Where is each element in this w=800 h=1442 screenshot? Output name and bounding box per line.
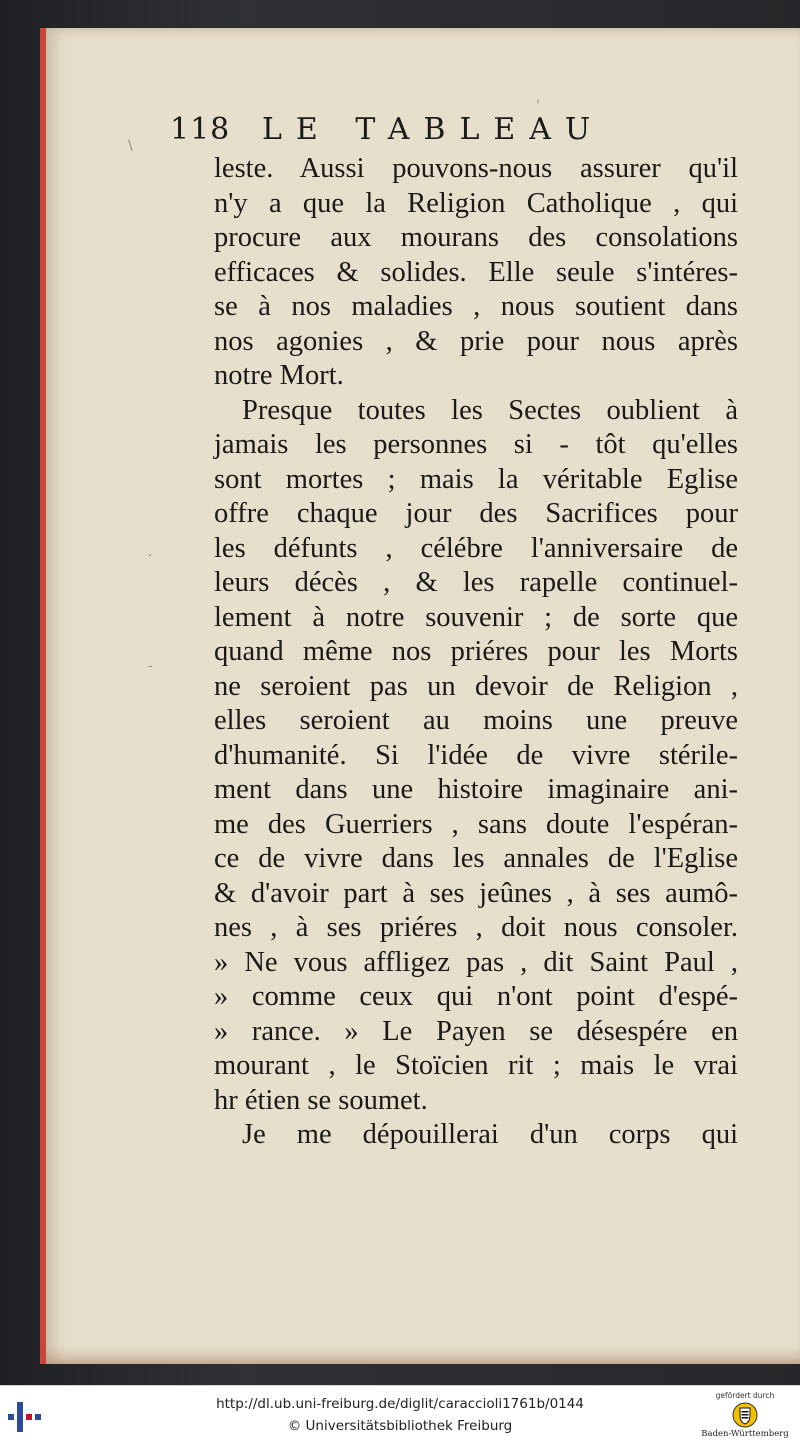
text-line: leurs décès , & les rapelle continuel- (214, 567, 738, 598)
text-line: me des Guerriers , sans doute l'espéran- (214, 808, 738, 840)
text-line: offre chaque jour des Sacrifices pour (214, 498, 738, 529)
text-line: sont mortes ; mais la véritable Eglise (214, 463, 738, 495)
text-line: quand même nos priéres pour les Morts (214, 636, 738, 667)
page-header (170, 112, 640, 154)
text-line: Presque toutes les Sectes oublient à (242, 394, 738, 426)
text-line: » comme ceux qui n'ont point d'espé- (214, 981, 738, 1012)
text-line: ne seroient pas un devoir de Religion , (214, 670, 738, 702)
margin-speck: ' (536, 98, 540, 114)
text-line: n'y a que la Religion Catholique , qui (214, 187, 738, 219)
catchword-line: Je me dépouillerai d'un corps qui (242, 1119, 738, 1150)
text-line: d'humanité. Si l'idée de vivre stérile- (214, 739, 738, 771)
sponsor-block[interactable] (700, 1389, 790, 1441)
page-text (214, 152, 738, 1153)
text-line: les défunts , célébre l'anniversaire de (214, 532, 738, 564)
text-line: se à nos maladies , nous soutient dans (214, 291, 738, 322)
text-line: lement à notre souvenir ; de sorte que (214, 601, 738, 633)
text-line: & d'avoir part à ses jeûnes , à ses aumô- (214, 877, 738, 909)
text-line: notre Mort. (214, 360, 344, 391)
sponsor-name: Baden-Württemberg (701, 1429, 789, 1439)
margin-speck: - (148, 658, 153, 674)
margin-speck: \ (128, 138, 133, 154)
copyright-notice: © Universitätsbibliothek Freiburg (287, 1418, 513, 1434)
text-line: elles seroient au moins une preuve (214, 705, 738, 736)
text-line: efficaces & solides. Elle seule s'intéres- (214, 256, 738, 288)
text-line: nos agonies , & prie pour nous après (214, 325, 738, 357)
baden-wuerttemberg-coat-of-arms-icon (732, 1402, 758, 1428)
text-line: jamais les personnes si - tôt qu'elles (214, 429, 738, 460)
viewer-footer (0, 1385, 800, 1442)
text-line: hr étien se soumet. (214, 1084, 428, 1116)
text-line: ce de vivre dans les annales de l'Eglise (214, 843, 738, 874)
sponsor-caption: gefördert durch (715, 1391, 775, 1400)
text-line: procure aux mourans des consolations (214, 222, 738, 253)
permalink-url[interactable]: http://dl.ub.uni-freiburg.de/diglit/caraccioli1761b/0144 (216, 1396, 584, 1412)
text-line: ment dans une histoire imaginaire ani- (214, 774, 738, 805)
text-line: » rance. » Le Payen se désespére en (214, 1015, 738, 1047)
text-line: nes , à ses priéres , doit nous consoler. (214, 912, 738, 943)
text-line: mourant , le Stoïcien rit ; mais le vrai (214, 1050, 738, 1081)
margin-speck: · (148, 548, 153, 564)
text-line: leste. Aussi pouvons-nous assurer qu'il (214, 153, 738, 184)
running-head: LE TABLEAU (262, 112, 605, 147)
page-number: 118 (170, 112, 231, 147)
text-line: » Ne vous affligez pas , dit Saint Paul , (214, 946, 738, 978)
